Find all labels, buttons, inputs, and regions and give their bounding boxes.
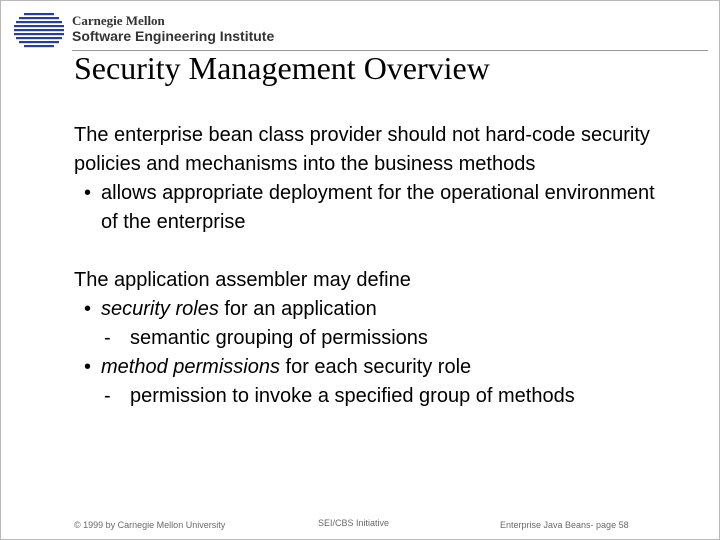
paragraph-gap (74, 237, 674, 266)
sub-bullet-invoke-methods (74, 382, 674, 411)
footer-copyright: © 1999 by Carnegie Mellon University (74, 520, 226, 530)
footer-initiative: SEI/CBS Initiative (318, 518, 390, 528)
bullet-deployment (74, 179, 674, 237)
bullet-marker: • (83, 356, 91, 378)
sub-bullet-permissions-grouping (74, 324, 674, 353)
term-security-roles: security roles (101, 298, 219, 320)
sub-bullet-marker: - (104, 327, 111, 349)
sei-globe-logo-icon (14, 12, 64, 48)
slide-body (74, 121, 674, 411)
sub-bullet-marker: - (104, 385, 111, 407)
bullet-text: for an application (218, 298, 377, 320)
org-name-line2: Software Engineering Institute (72, 28, 275, 44)
bullet-marker: • (83, 298, 91, 320)
footer-page-number: Enterprise Java Beans- page 58 (500, 520, 629, 530)
paragraph-bean-provider: The enterprise bean class provider should not hard-code security policies and mechanisms into the business methods (74, 124, 650, 175)
org-name-line1: Carnegie Mellon (72, 13, 165, 28)
bullet-text: for each security role (279, 356, 472, 378)
bullet-security-roles (74, 295, 674, 324)
sub-bullet-text: semantic grouping of permissions (130, 327, 428, 349)
sub-bullet-text: permission to invoke a specified group of methods (130, 385, 575, 407)
term-method-permissions: method permissions (101, 356, 280, 378)
slide-title: Security Management Overview (74, 50, 490, 86)
bullet-text: allows appropriate deployment for the operational environment of the enterprise (101, 182, 655, 233)
paragraph-assembler: The application assembler may define (74, 269, 411, 291)
bullet-method-permissions (74, 353, 674, 382)
bullet-marker: • (83, 182, 91, 204)
